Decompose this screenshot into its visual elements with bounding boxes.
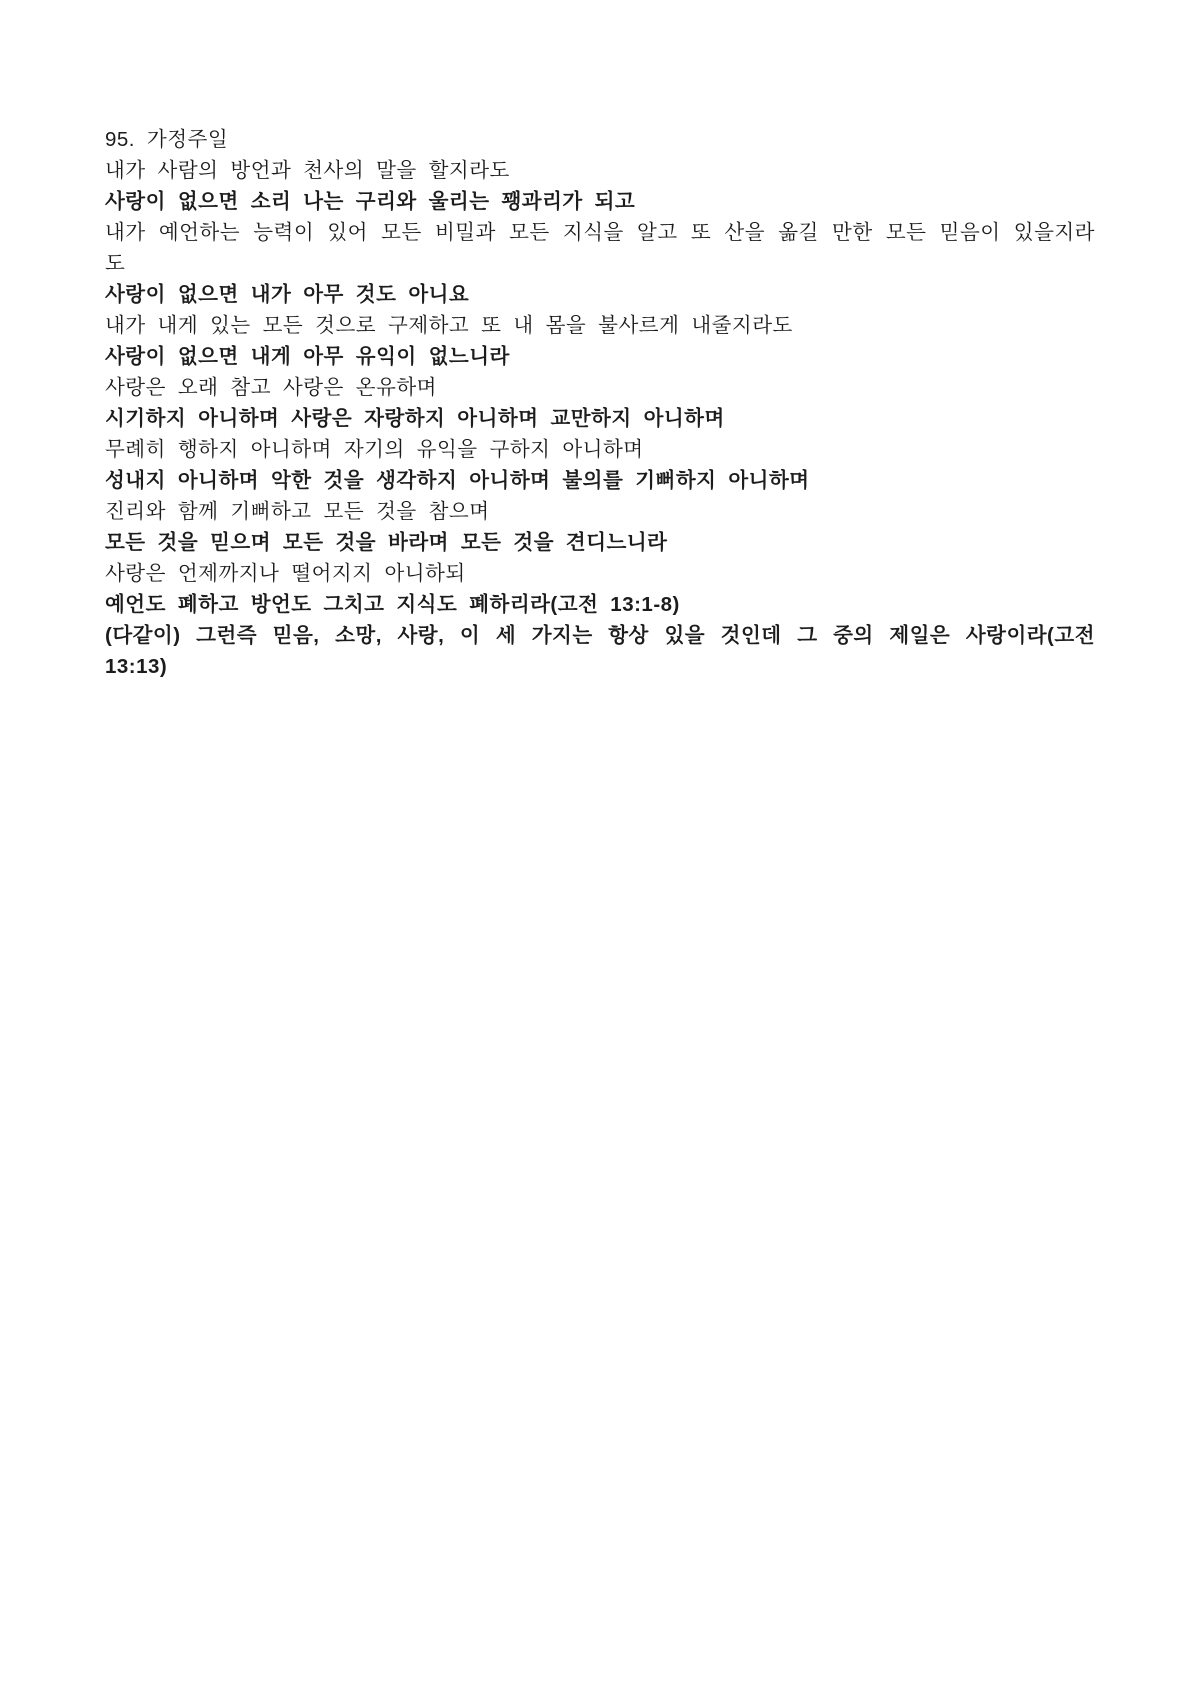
text-line: 사랑은 언제까지나 떨어지지 아니하되 xyxy=(105,562,466,585)
document-body xyxy=(105,155,1095,682)
text-line: 진리와 함께 기뻐하고 모든 것을 참으며 xyxy=(105,500,490,523)
text-line: 사랑이 없으면 내가 아무 것도 아니요 xyxy=(105,283,470,306)
text-line: 예언도 폐하고 방언도 그치고 지식도 폐하리라(고전 13:1-8) xyxy=(105,593,680,616)
text-line: 사랑이 없으면 내게 아무 유익이 없느니라 xyxy=(105,345,510,368)
text-line: 사랑이 없으면 소리 나는 구리와 울리는 꽹과리가 되고 xyxy=(105,190,636,213)
text-line: 모든 것을 믿으며 모든 것을 바라며 모든 것을 견디느니라 xyxy=(105,531,668,554)
text-line: 내가 예언하는 능력이 있어 모든 비밀과 모든 지식을 알고 또 산을 옮길 만한 모든 믿음이 있을지라도 xyxy=(105,221,1095,275)
text-line: 내가 사람의 방언과 천사의 말을 할지라도 xyxy=(105,159,510,182)
text-line: 내가 내게 있는 모든 것으로 구제하고 또 내 몸을 불사르게 내줄지라도 xyxy=(105,314,793,337)
text-line: 무례히 행하지 아니하며 자기의 유익을 구하지 아니하며 xyxy=(105,438,644,461)
text-line: (다같이) 그런즉 믿음, 소망, 사랑, 이 세 가지는 항상 있을 것인데 그 중의 제일은 사랑이라(고전 13:13) xyxy=(105,624,1095,678)
document-title: 95. 가정주일 xyxy=(105,128,229,151)
text-line: 사랑은 오래 참고 사랑은 온유하며 xyxy=(105,376,437,399)
text-line: 시기하지 아니하며 사랑은 자랑하지 아니하며 교만하지 아니하며 xyxy=(105,407,725,430)
document-page xyxy=(105,124,1095,682)
text-line: 성내지 아니하며 악한 것을 생각하지 아니하며 불의를 기뻐하지 아니하며 xyxy=(105,469,810,492)
